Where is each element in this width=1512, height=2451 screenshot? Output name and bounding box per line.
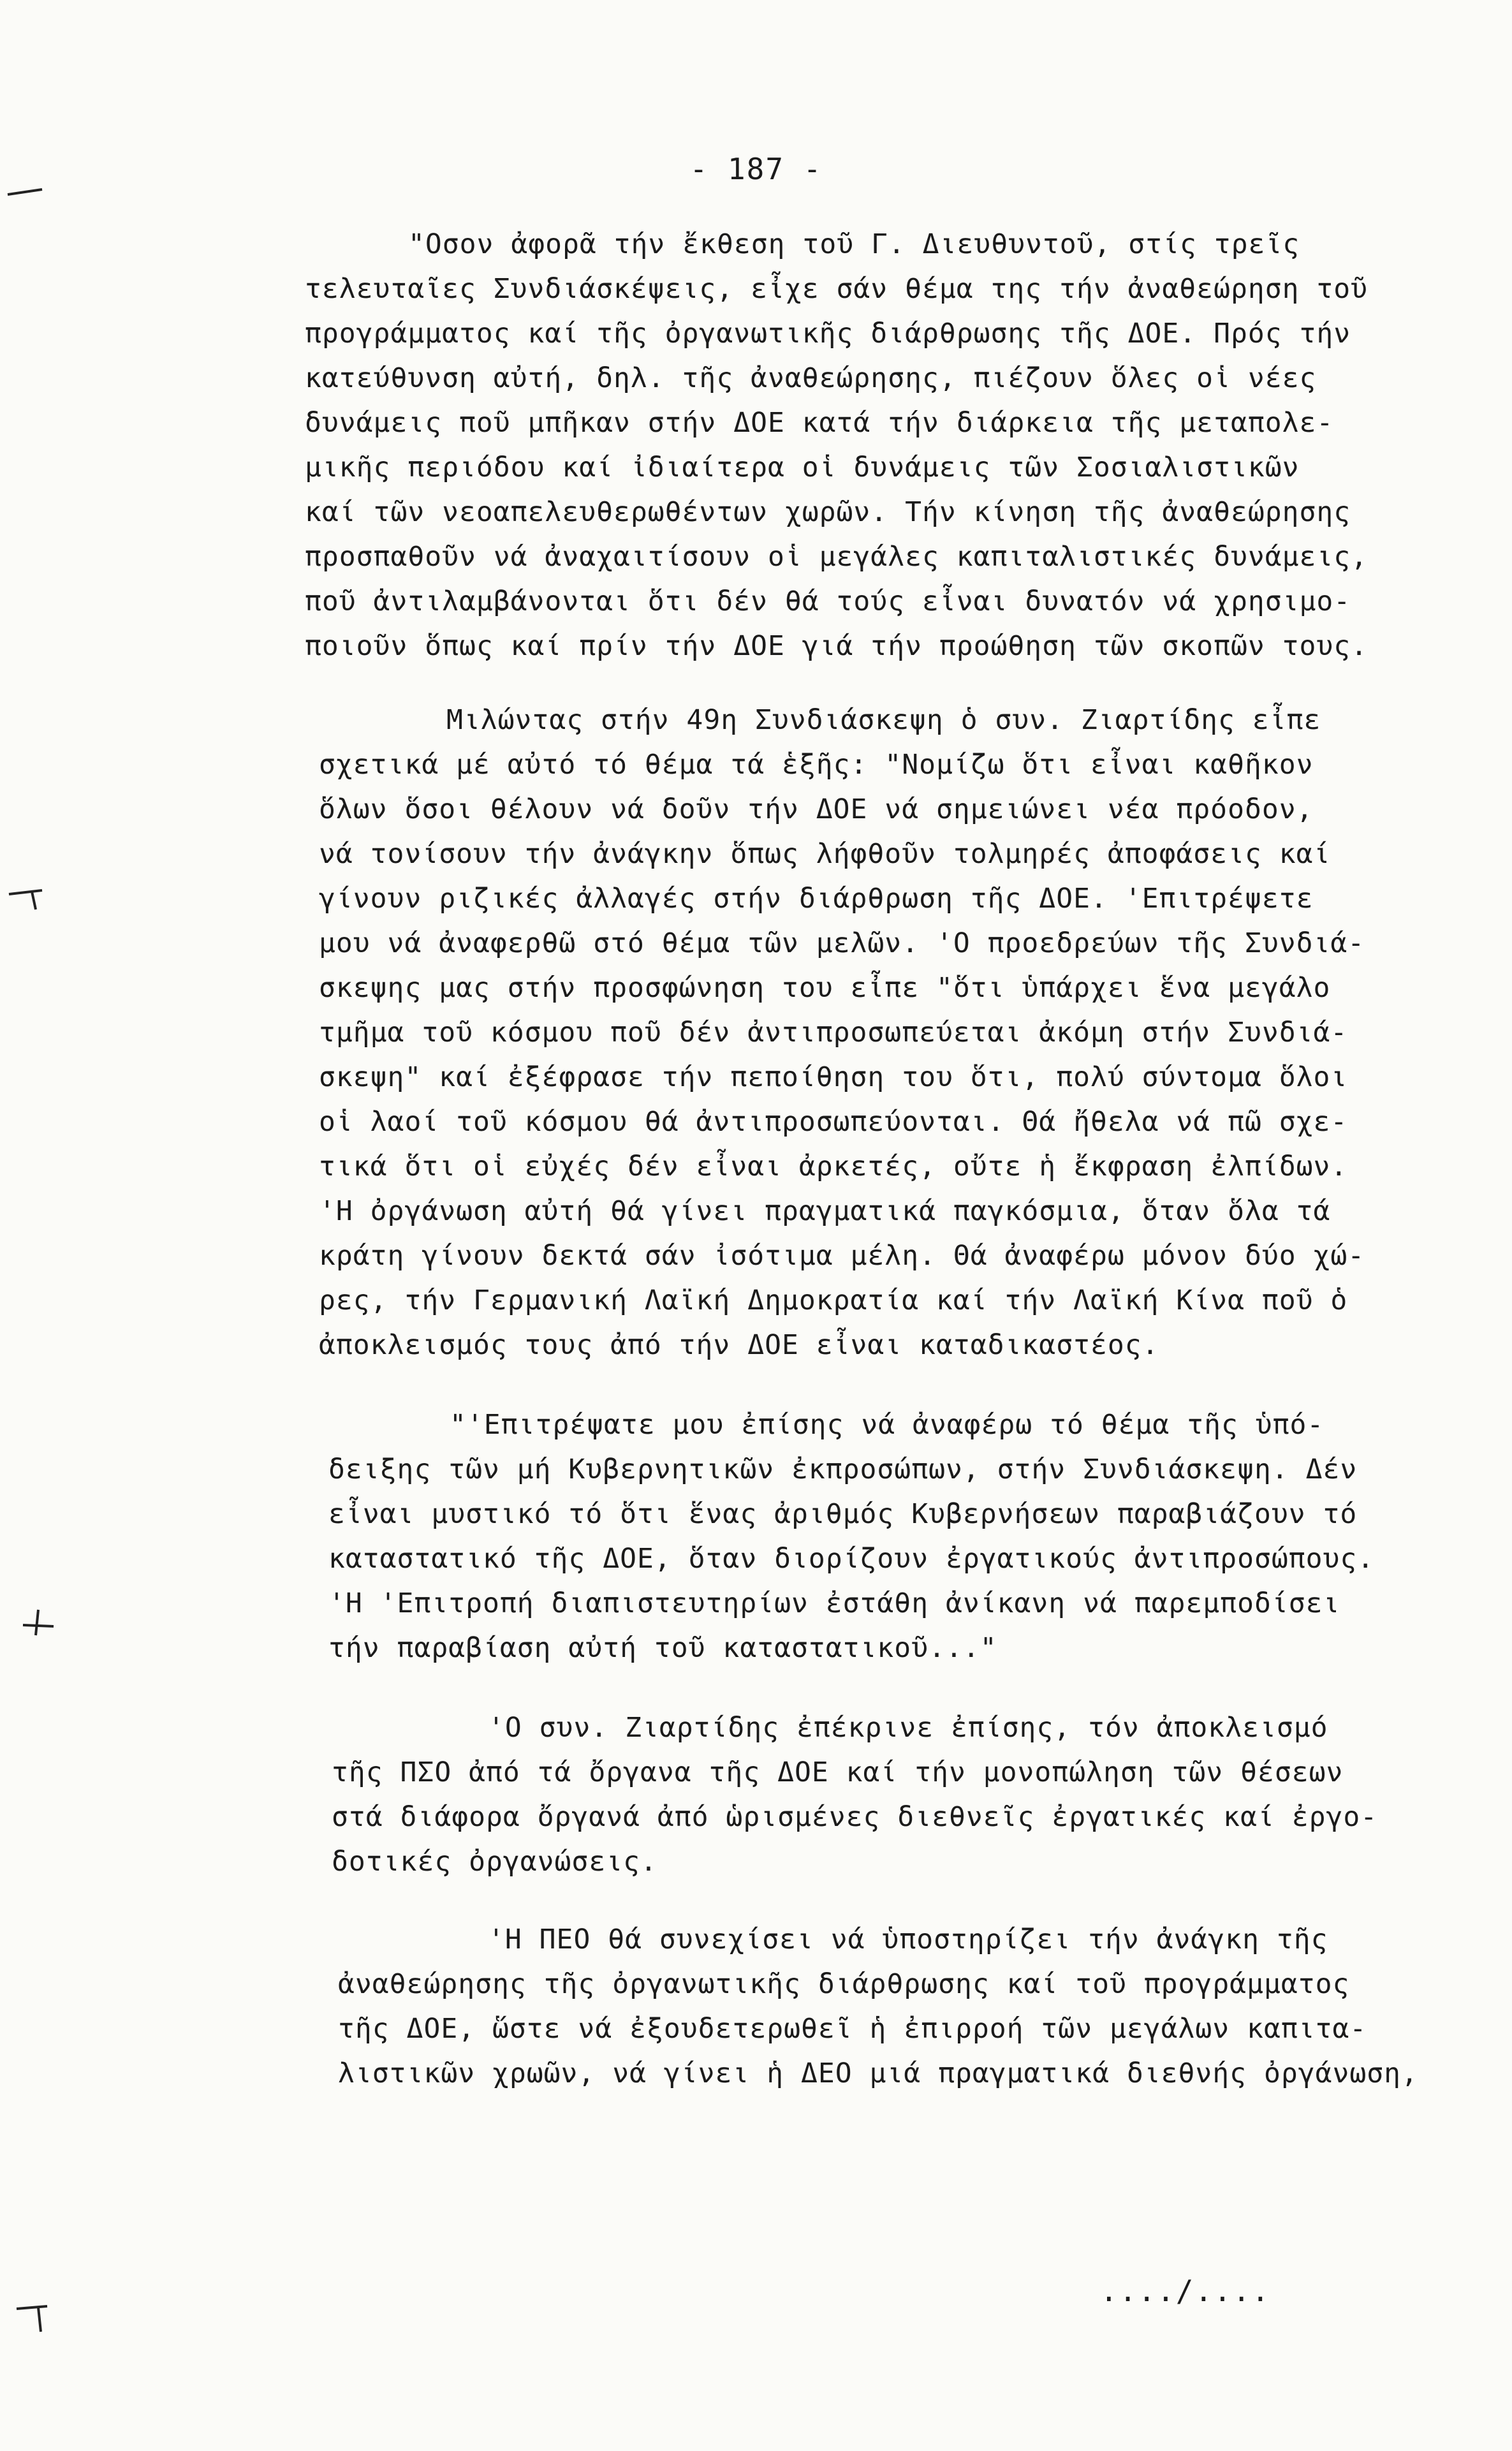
binding-mark-icon: [19, 1607, 57, 1644]
text-line: προσπαθοῦν νά ἀναχαιτίσουν οἱ μεγάλες καπιταλιστικές δυνάμεις,: [305, 541, 1369, 573]
text-line: ἀναθεώρησης τῆς ὀργανωτικῆς διάρθρωσης καί τοῦ προγράμματος: [338, 1968, 1350, 2000]
text-line: εἶναι μυστικό τό ὅτι ἕνας ἀριθμός Κυβερνήσεων παραβιάζουν τό: [328, 1498, 1358, 1530]
continuation-mark: ..../....: [1100, 2274, 1271, 2308]
text-line: δειξης τῶν μή Κυβερνητικῶν ἐκπροσώπων, στήν Συνδιάσκεψη. Δέν: [328, 1454, 1358, 1485]
binding-mark-icon: [6, 887, 45, 917]
text-line: καταστατικό τῆς ΔΟΕ, ὅταν διορίζουν ἐργατικούς ἀντιπροσώπους.: [328, 1543, 1375, 1575]
text-line: δυνάμεις ποῦ μπῆκαν στήν ΔΟΕ κατά τήν διάρκεια τῆς μεταπολε-: [305, 407, 1334, 439]
text-line: προγράμματος καί τῆς ὀργανωτικῆς διάρθρωσης τῆς ΔΟΕ. Πρός τήν: [305, 318, 1351, 350]
binding-mark-icon: [13, 2302, 51, 2339]
text-line: 'Η ΠΕΟ θά συνεχίσει νά ὑποστηρίζει τήν ἀνάγκη τῆς: [488, 1924, 1328, 1955]
text-line: τελευταῖες Συνδιάσκέψεις, εἶχε σάν θέμα της τήν ἀναθεώρηση τοῦ: [305, 273, 1369, 305]
text-line: 'Ο συν. Ζιαρτίδης ἐπέκρινε ἐπίσης, τόν ἀποκλεισμό: [488, 1712, 1328, 1744]
text-line: τικά ὅτι οἱ εὐχές δέν εἶναι ἀρκετές, οὔτε ἡ ἔκφραση ἐλπίδων.: [319, 1151, 1348, 1182]
text-line: σχετικά μέ αὐτό τό θέμα τά ἑξῆς: "Νομίζω ὅτι εἶναι καθῆκον: [319, 749, 1314, 781]
text-line: σκεψης μας στήν προσφώνηση του εἶπε "ὅτι ὑπάρχει ἕνα μεγάλο: [319, 972, 1331, 1004]
binding-mark-icon: [6, 175, 45, 203]
text-line: "'Επιτρέψατε μου ἐπίσης νά ἀναφέρω τό θέμα τῆς ὑπό-: [450, 1409, 1325, 1441]
text-line: 'Η ὀργάνωση αὐτή θά γίνει πραγματικά παγκόσμια, ὅταν ὅλα τά: [319, 1195, 1331, 1227]
text-line: μου νά ἀναφερθῶ στό θέμα τῶν μελῶν. 'Ο προεδρεύων τῆς Συνδιά-: [319, 927, 1365, 959]
page-number: - 187 -: [689, 152, 823, 186]
text-line: γίνουν ριζικές ἀλλαγές στήν διάρθρωση τῆς ΔΟΕ. 'Επιτρέψετε: [319, 883, 1314, 915]
text-line: τῆς ΔΟΕ, ὥστε νά ἐξουδετερωθεῖ ἡ ἐπιρροή τῶν μεγάλων καπιτα-: [338, 2013, 1367, 2045]
text-line: ποῦ ἀντιλαμβάνονται ὅτι δέν θά τούς εἶναι δυνατόν νά χρησιμο-: [305, 585, 1351, 617]
text-line: μικῆς περιόδου καί ἰδιαίτερα οἱ δυνάμεις τῶν Σοσιαλιστικῶν: [305, 452, 1300, 483]
text-line: καί τῶν νεοαπελευθερωθέντων χωρῶν. Τήν κίνηση τῆς ἀναθεώρησης: [305, 496, 1351, 528]
text-line: κράτη γίνουν δεκτά σάν ἰσότιμα μέλη. Θά ἀναφέρω μόνον δύο χώ-: [319, 1240, 1365, 1272]
text-line: σκεψη" καί ἐξέφρασε τήν πεποίθηση του ὅτι, πολύ σύντομα ὅλοι: [319, 1061, 1348, 1093]
text-line: νά τονίσουν τήν ἀνάγκην ὅπως λήφθοῦν τολμηρές ἀποφάσεις καί: [319, 838, 1331, 870]
text-line: ὅλων ὅσοι θέλουν νά δοῦν τήν ΔΟΕ νά σημειώνει νέα πρόοδον,: [319, 793, 1314, 825]
text-line: λιστικῶν χρωῶν, νά γίνει ἡ ΔΕΟ μιά πραγματικά διεθνής ὀργάνωση,: [338, 2057, 1418, 2089]
text-line: ἀποκλεισμός τους ἀπό τήν ΔΟΕ εἶναι καταδικαστέος.: [319, 1329, 1159, 1361]
text-line: ποιοῦν ὅπως καί πρίν τήν ΔΟΕ γιά τήν προώθηση τῶν σκοπῶν τους.: [305, 630, 1369, 662]
text-line: "Οσον ἀφορᾶ τήν ἔκθεση τοῦ Γ. Διευθυντοῦ, στίς τρεῖς: [408, 228, 1300, 260]
text-line: ρες, τήν Γερμανική Λαϊκή Δημοκρατία καί τήν Λαϊκή Κίνα ποῦ ὁ: [319, 1284, 1348, 1316]
text-line: οἱ λαοί τοῦ κόσμου θά ἀντιπροσωπεύονται. Θά ἤθελα νά πῶ σχε-: [319, 1106, 1348, 1138]
text-line: κατεύθυνση αὐτή, δηλ. τῆς ἀναθεώρησης, πιέζουν ὅλες οἱ νέες: [305, 362, 1317, 394]
text-line: τῆς ΠΣΟ ἀπό τά ὄργανα τῆς ΔΟΕ καί τήν μονοπώληση τῶν θέσεων: [332, 1756, 1344, 1788]
text-line: στά διάφορα ὄργανά ἀπό ὡρισμένες διεθνεῖς ἐργατικές καί ἐργο-: [332, 1801, 1378, 1833]
text-line: δοτικές ὀργανώσεις.: [332, 1846, 657, 1878]
text-line: Μιλώντας στήν 49η Συνδιάσκεψη ὁ συν. Ζιαρτίδης εἶπε: [446, 704, 1321, 736]
text-line: τμῆμα τοῦ κόσμου ποῦ δέν ἀντιπροσωπεύεται ἀκόμη στήν Συνδιά-: [319, 1017, 1348, 1049]
text-line: 'Η 'Επιτροπή διαπιστευτηρίων ἐστάθη ἀνίκανη νά παρεμποδίσει: [328, 1587, 1340, 1619]
text-line: τήν παραβίαση αὐτή τοῦ καταστατικοῦ...": [328, 1632, 997, 1664]
